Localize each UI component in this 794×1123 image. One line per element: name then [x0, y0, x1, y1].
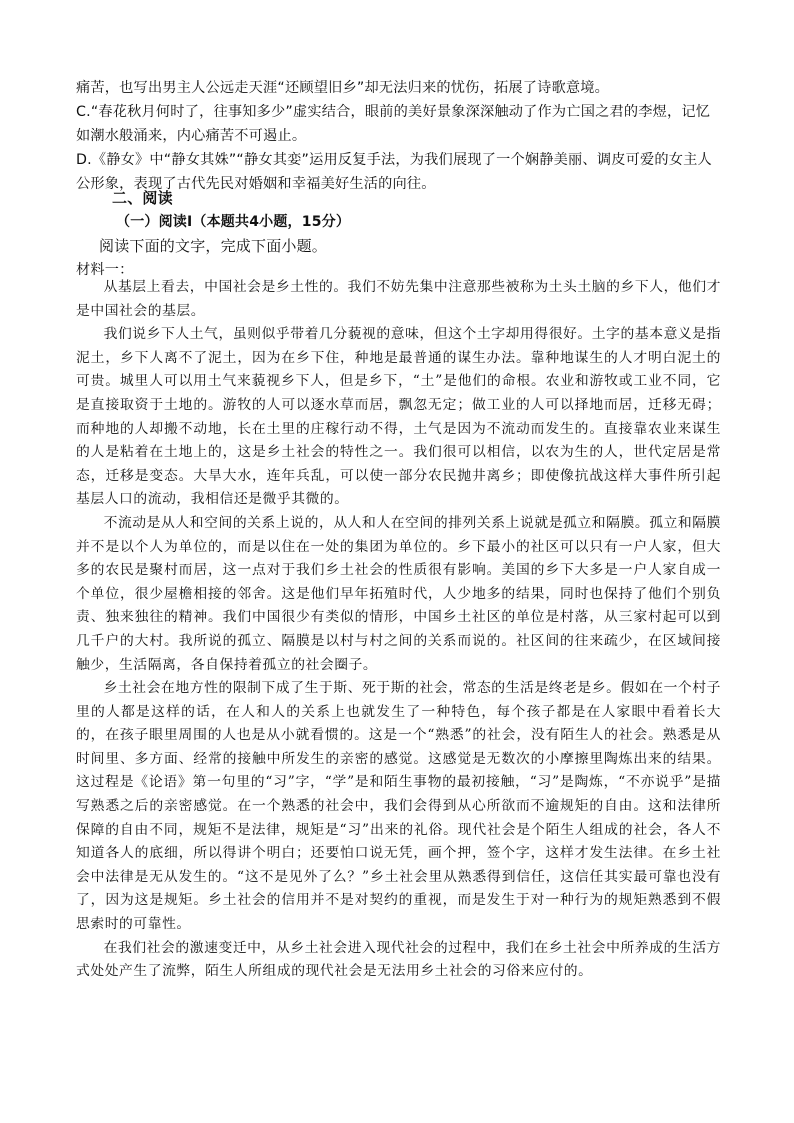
option-b-continuation: 痛苦，也写出男主人公远走天涯“还顾望旧乡”却无法归来的忧伤，拓展了诗歌意境。 [76, 80, 610, 96]
passage-paragraph-3: 不流动是从人和空间的关系上说的，从人和人在空间的排列关系上说就是孤立和隔膜。孤立和隔膜并不是以个人为单位的，而是以住在一处的集团为单位的。乡下最小的社区可以只有一户人家，但大多的农民是聚村而居，这一点对于我们乡土社会的性质很有影响。美国的乡下大多是一户人家自成一个单位，很少屋檐相接的邻舍。这是他们早年拓殖时代，人少地多的结果，同时也保持了他们个别负责、独来独往的精神。我们中国很少有类似的情形，中国乡土社区的单位是村落，从三家村起可以到几千户的大村。我所说的孤立、隔膜是以村与村之间的关系而说的。社区间的往来疏少，在区域间接触少，生活隔离，各自保持着孤立的社会圈子。 [76, 514, 721, 673]
passage-paragraph-2: 我们说乡下人土气，虽则似乎带着几分藐视的意味，但这个土字却用得很好。土字的基本意义是指泥土，乡下人离不了泥土，因为在乡下住，种地是最普通的谋生办法。靠种地谋生的人才明白泥土的可贵。城里人可以用土气来藐视乡下人，但是乡下，“土”是他们的命根。农业和游牧或工业不同，它是直接取资于土地的。游牧的人可以逐水草而居，飘忽无定；做工业的人可以择地而居，迁移无碍；而种地的人却搬不动地，长在土里的庄稼行动不得，土气是因为不流动而发生的。直接靠农业来谋生的人是粘着在土地上的，这是乡土社会的特性之一。我们很可以相信，以农为生的人，世代定居是常态，迁移是变态。大旱大水，连年兵乱，可以使一部分农民抛井离乡；即使像抗战这样大事件所引起基层人口的流动，我相信还是微乎其微的。 [76, 326, 721, 508]
passage-paragraph-4: 乡土社会在地方性的限制下成了生于斯、死于斯的社会，常态的生活是终老是乡。假如在一个村子里的人都是这样的话，在人和人的关系上也就发生了一种特色，每个孩子都是在人家眼中看着长大的，在孩子眼里周围的人也是从小就看惯的。这是一个“熟悉”的社会，没有陌生人的社会。熟悉是从时间里、多方面、经常的接触中所发生的亲密的感觉。这感觉是无数次的小摩擦里陶炼出来的结果。这过程是《论语》第一句里的“习”字，“学”是和陌生事物的最初接触，“习”是陶炼，“不亦说乎”是描写熟悉之后的亲密感觉。在一个熟悉的社会中，我们会得到从心所欲而不逾规矩的自由。这和法律所保障的自由不同，规矩不是法律，规矩是“习”出来的礼俗。现代社会是个陌生人组成的社会，各人不知道各人的底细，所以得讲个明白；还要怕口说无凭，画个押，签个字，这样才发生法律。在乡土社会中法律是无从发生的。“这不是见外了么？”乡土社会里从熟悉得到信任，这信任其实最可靠也没有了，因为这是规矩。乡土社会的信用并不是对契约的重视，而是发生于对一种行为的规矩熟悉到不假思索时的可靠性。 [76, 680, 721, 933]
option-c: C.“春花秋月何时了，往事知多少”虚实结合，眼前的美好景象深深触动了作为亡国之君的李煜，记忆如潮水般涌来，内心痛苦不可遏止。 [76, 104, 711, 144]
section-subheading: （一）阅读Ⅰ（本题共4小题，15分） [116, 214, 351, 230]
passage-paragraph-1: 从基层上看去，中国社会是乡土性的。我们不妨先集中注意那些被称为土头土脑的乡下人，他们才是中国社会的基层。 [76, 279, 721, 319]
material-label: 材料一： [76, 262, 134, 278]
passage-paragraph-5: 在我们社会的激速变迁中，从乡土社会进入现代社会的过程中，我们在乡土社会中所养成的生活方式处处产生了流弊，陌生人所组成的现代社会是无法用乡土社会的习俗来应付的。 [76, 939, 721, 980]
reading-instruction: 阅读下面的文字，完成下面小题。 [99, 237, 328, 255]
option-d: D.《静女》中“静女其姝”“静女其娈”运用反复手法，为我们展现了一个娴静美丽、调皮可爱的女主人公形象，表现了古代先民对婚姻和幸福美好生活的向往。 [76, 152, 712, 192]
passage [76, 276, 721, 984]
section-heading: 二、阅读 [112, 189, 173, 207]
